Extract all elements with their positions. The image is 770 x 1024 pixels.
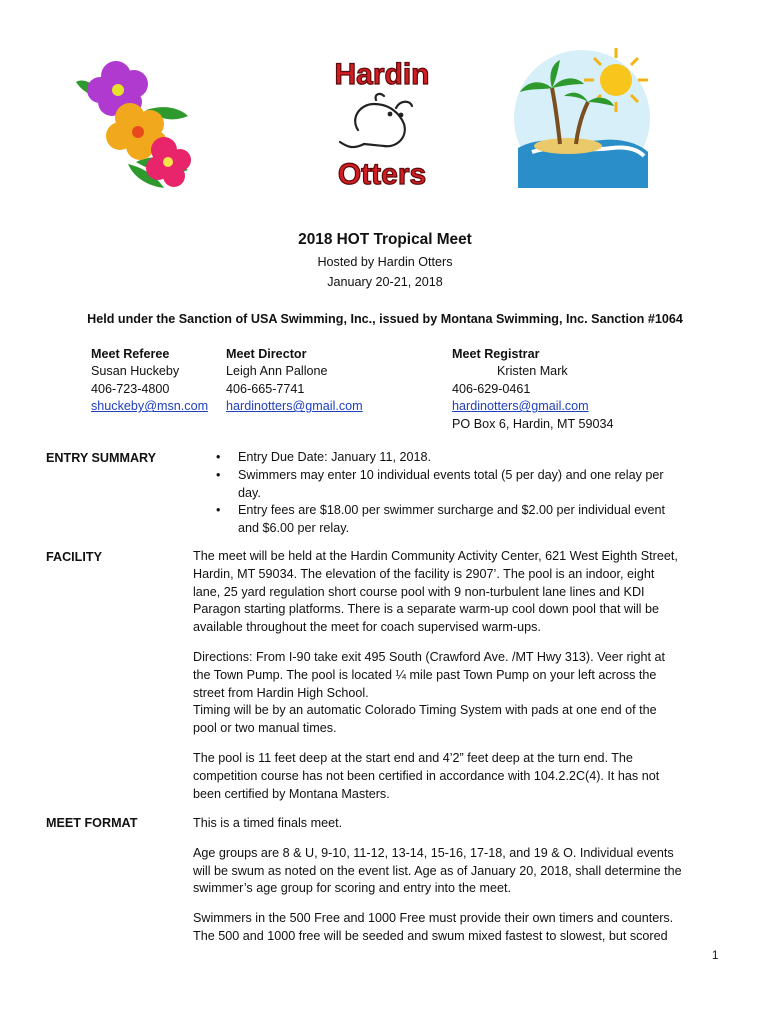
distance-events-paragraph: Swimmers in the 500 Free and 1000 Free must provide their own timers and counters. The 500 and 1000 free will be seeded and swum mixed fastest to slowest, but scored xyxy=(193,911,674,943)
page-number: 1 xyxy=(712,950,719,962)
director-email-link[interactable]: hardinotters@gmail.com xyxy=(226,399,363,414)
registrar-phone: 406-629-0461 xyxy=(452,381,531,396)
director-phone: 406-665-7741 xyxy=(226,381,305,396)
registrar-email-link[interactable]: hardinotters@gmail.com xyxy=(452,399,589,414)
logo-text-otters: Otters xyxy=(337,158,427,191)
hardin-otters-logo xyxy=(300,48,464,194)
entry-summary-heading: ENTRY SUMMARY xyxy=(46,451,157,465)
meet-format-heading: MEET FORMAT xyxy=(46,816,138,830)
bullet-icon: • xyxy=(216,450,221,464)
timed-finals-paragraph: This is a timed finals meet. xyxy=(193,816,343,830)
registrar-role: Meet Registrar xyxy=(452,347,540,361)
registrar-address: PO Box 6, Hardin, MT 59034 xyxy=(452,416,614,431)
directions-paragraph: Directions: From I-90 take exit 495 South (Crawford Ave. /MT Hwy 313). Veer right at the Town Pump. The pool is located ¼ mile past Town Pump on your left across the street from Hardin High School. xyxy=(193,649,665,700)
sanction-line: Held under the Sanction of USA Swimming, Inc., issued by Montana Swimming, Inc. Sanction #1064 xyxy=(87,312,683,326)
referee-role: Meet Referee xyxy=(91,347,170,361)
referee-name: Susan Huckeby xyxy=(91,364,180,379)
timing-paragraph: Timing will be by an automatic Colorado Timing System with pads at one end of the pool or two manual times. xyxy=(193,703,657,736)
meet-dates: January 20-21, 2018 xyxy=(327,275,443,290)
age-groups-paragraph: Age groups are 8 & U, 9-10, 11-12, 13-14, 15-16, 17-18, and 19 & O. Individual events will be swum as noted on the event list. Age as of January 20, 2018, shall determine the swimmer’s age group for scoring and entry into the meet. xyxy=(193,845,682,896)
referee-phone: 406-723-4800 xyxy=(91,381,170,396)
meet-director-block xyxy=(226,346,396,416)
meet-registrar-block xyxy=(452,346,652,433)
director-name: Leigh Ann Pallone xyxy=(226,364,328,379)
facility-paragraph: The meet will be held at the Hardin Community Activity Center, 621 West Eighth Street, Hardin, MT 59034. The elevation of the facility is 2907’. The pool is an indoor, eight lane, 25 yard regulation short course pool with 9 non-turbulent lane lines and KDI Paragon starting platforms. There is a separate warm-up cool down pool that will be available throughout the meet for coach supervised warm-ups. xyxy=(193,549,678,635)
hibiscus-flowers-image xyxy=(76,52,194,190)
meet-format-section xyxy=(193,815,683,958)
entry-summary-item: • Swimmers may enter 10 individual events total (5 per day) and one relay per day. xyxy=(216,467,664,500)
bullet-icon: • xyxy=(216,503,221,518)
registrar-name: Kristen Mark xyxy=(497,364,568,379)
entry-summary-item: • Entry Due Date: January 11, 2018. xyxy=(216,449,676,467)
pool-depth-paragraph: The pool is 11 feet deep at the start end and 4’2” feet deep at the turn end. The competition course has not been certified in accordance with 104.2.2C(4). It has not been certified by Montana Masters. xyxy=(193,750,660,801)
facility-section xyxy=(193,548,683,815)
facility-heading: FACILITY xyxy=(46,550,102,564)
palm-island-image xyxy=(512,48,652,188)
bullet-icon: • xyxy=(216,467,221,482)
meet-referee-block xyxy=(91,346,221,416)
logo-text-hardin: Hardin xyxy=(334,58,430,91)
hosted-by: Hosted by Hardin Otters xyxy=(317,255,453,269)
entry-summary-list xyxy=(216,449,676,538)
referee-email-link[interactable]: shuckeby@msn.com xyxy=(91,399,209,414)
entry-summary-item: • Entry fees are $18.00 per swimmer surcharge and $2.00 per individual event and $6.00 per relay. xyxy=(216,503,666,536)
director-role: Meet Director xyxy=(226,347,307,361)
meet-title: 2018 HOT Tropical Meet xyxy=(298,231,472,248)
